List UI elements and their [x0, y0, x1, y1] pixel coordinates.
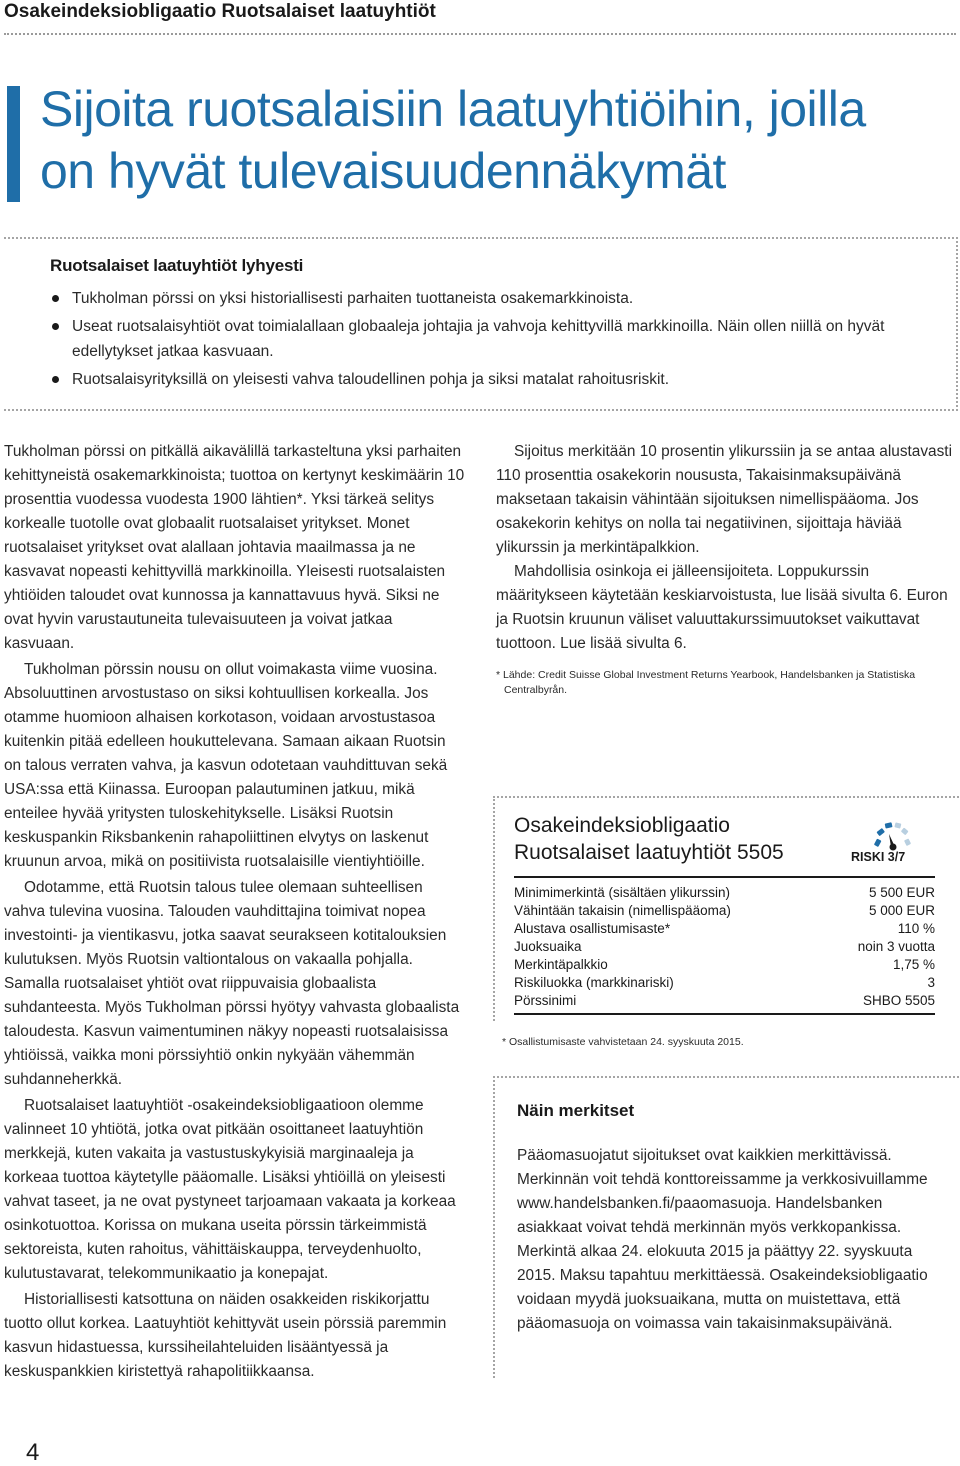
bond-title-line-1: Osakeindeksiobligaatio	[514, 814, 730, 837]
bond-term-row	[514, 992, 935, 1010]
bullet-icon	[52, 376, 59, 383]
term-value: 3	[927, 975, 935, 990]
term-value: 5 500 EUR	[868, 885, 935, 900]
bond-term-row	[514, 920, 935, 938]
bond-term-row	[514, 884, 935, 902]
headline-line-1: Sijoita ruotsalaisiin laatuyhtiöihin, joilla	[40, 81, 866, 137]
term-label: Riskiluokka (markkinariski)	[514, 975, 674, 990]
term-label: Alustava osallistumisaste*	[514, 921, 671, 936]
term-value: SHBO 5505	[862, 993, 935, 1008]
term-label: Vähintään takaisin (nimellispääoma)	[514, 903, 731, 918]
summary-list	[50, 286, 930, 395]
bullet-icon	[52, 295, 59, 302]
summary-item	[50, 367, 930, 392]
bond-term-row	[514, 938, 935, 956]
header-divider	[4, 33, 956, 35]
left-column	[4, 440, 466, 1386]
body-paragraph: Tukholman pörssin nousu on ollut voimakasta viime vuosina. Absoluuttinen arvostustaso on siksi kohtuullisen korkealla. Jos otamme huomioon alhaisen korkotason, voidaan arvostustasoa kuitenkin pitää edelleen houkuttelevana. Samaan aikaan Ruotsin on talous verraten vahva, ja kasvun odotetaan vauhdittuvan sekä USA:ssa että Kiinassa. Euroopan palautuminen jatkuu, mikä enteilee hyvää yritysten tuloskehitykselle. Lisäksi Ruotsin keskuspankin Riksbankenin rahapoliittinen elvytys on laskenut kruunun arvoa, mikä on positiivista ruotsalaisille vientiyhtiöille.	[4, 661, 448, 870]
term-label: Juoksuaika	[514, 939, 582, 954]
bond-top-rule	[514, 876, 935, 878]
body-paragraph: Odotamme, että Ruotsin talous tulee olemaan suhteellisen vahva tulevina vuosina. Talouden vauhdittajina toimivat nopea investointi- ja vientikasvu, jotka saavat seurakseen kotitalouksien kulutuksen. Myös Ruotsin valtiontalous on vakaalla pohjalla. Samalla ruotsalaiset yhtiöt ovat riippuvaisia globaalista suhdanteesta. Myös Tukholman pörssi hyötyy vahvasta globaalista taloudesta. Kasvun vaimentuminen näkyy nopeasti ruotsalaisissa yhtiöissä, vaikka moni pörssiyhtiö onkin nykyään vähemmän suhdanneherkkä.	[4, 879, 460, 1088]
risk-gauge-icon	[871, 816, 915, 854]
term-value: 5 000 EUR	[868, 903, 935, 918]
bond-title-line-2: Ruotsalaiset laatuyhtiöt 5505	[514, 841, 784, 864]
summary-item-text: Tukholman pörssi on yksi historiallisesti parhaiten tuottaneista osakemarkkinoista.	[72, 290, 634, 307]
body-paragraph: Ruotsalaiset laatuyhtiöt -osakeindeksiobligaatioon olemme valinneet 10 yhtiötä, jotka ovat pitkään osoittaneet laatuyhtiön merkkejä, kuten vakaita ja vastustuskykyisiä marginaaleja ja korkeaa tuottoa käytetylle pääomalle. Lisäksi yhtiöillä on yleisesti vahvat taseet, ja ne ovat pystyneet tarjoamaan vakaata ja korkeaa osinkotuottoa. Korissa on mukana useita pörssin tärkeimmistä sektoreista, kuten rahoitus, vähittäiskauppa, terveydenhuolto, kulutustavarat, telekommunikaatio ja konepajat.	[4, 1097, 456, 1282]
body-paragraph: Mahdollisia osinkoja ei jälleensijoiteta. Loppukurssin määritykseen käytetään keskiarvoistusta, lue lisää sivulta 6. Euron ja Ruotsin kruunun väliset valuuttakurssimuutokset vaikuttavat tuottoon. Lue lisää sivulta 6.	[496, 563, 948, 652]
summary-item	[50, 314, 930, 364]
bond-info-box	[493, 796, 959, 1021]
term-value: 110 %	[897, 921, 935, 936]
body-paragraph: Tukholman pörssi on pitkällä aikavälillä tarkasteltuna yksi parhaiten kehittyneistä osakemarkkinoista; tuottoa on kertynyt keskimäärin 10 prosenttia vuodessa vuodesta 1900 lähtien*. Yksi tärkeä selitys korkealle tuotolle ovat globaalit ruotsalaiset yritykset. Monet ruotsalaiset yritykset ovat alallaan johtavia maailmassa ja ne kasvavat nopeasti kehittyvillä markkinoilla. Yleisesti ruotsalaisten yhtiöiden taloudet ovat kunnossa ja kannattavuus hyvä. Siksi ne ovat hyvin varustautuneita tulevaisuuteen ja voivat jatkaa kasvuaan.	[4, 443, 465, 652]
body-paragraph: Sijoitus merkitään 10 prosentin ylikurssiin ja se antaa alustavasti 110 prosenttia osakekorin noususta, Takaisinmaksupäivänä maksetaan takaisin vähintään sijoituksen nimellispääoma. Jos osakekorin kehitys on nolla tai negatiivinen, sijoittaja häviää ylikurssin ja merkintäpalkkion.	[496, 443, 952, 556]
headline-line-2: on hyvät tulevaisuudennäkymät	[40, 143, 726, 199]
term-label: Minimimerkintä (sisältäen ylikurssin)	[514, 885, 731, 900]
bond-terms-table	[514, 884, 935, 1010]
right-column	[496, 440, 952, 698]
summary-item	[50, 286, 930, 311]
summary-box	[4, 237, 958, 411]
risk-label: RISKI 3/7	[851, 850, 906, 864]
bond-term-row	[514, 956, 935, 974]
term-label: Merkintäpalkkio	[514, 957, 608, 972]
bond-title	[514, 812, 784, 866]
bond-term-row	[514, 902, 935, 920]
page-number: 4	[26, 1439, 40, 1466]
subscription-box	[493, 1076, 959, 1378]
bullet-icon	[52, 323, 59, 330]
source-footnote: * Lähde: Credit Suisse Global Investment Returns Yearbook, Handelsbanken ja Statistiska Centralbyrån.	[496, 669, 916, 696]
body-paragraph: Historiallisesti katsottuna on näiden osakkeiden riskikorjattu tuotto ollut korkea. Laatuyhtiöt kehittyvät usein pörssiä paremmin kasvun hidastuessa, kurssiheilahteluiden lisääntyessä ja keskuspankkien kiristettyä rahapolitiikkaansa.	[4, 1291, 447, 1380]
term-value: 1,75 %	[892, 957, 935, 972]
bond-footnote: * Osallistumisaste vahvistetaan 24. syyskuuta 2015.	[502, 1036, 744, 1048]
summary-title: Ruotsalaiset laatuyhtiöt lyhyesti	[50, 256, 304, 275]
bond-bottom-rule	[514, 1013, 935, 1015]
subscription-title: Näin merkitset	[517, 1101, 635, 1120]
summary-item-text: Ruotsalaisyrityksillä on yleisesti vahva taloudellinen pohja ja siksi matalat rahoitusriskit.	[72, 371, 670, 388]
term-label: Pörssinimi	[514, 993, 577, 1008]
headline-accent-bar	[7, 86, 20, 202]
page-headline	[40, 78, 950, 202]
bond-term-row	[514, 974, 935, 992]
summary-item-text: Useat ruotsalaisyhtiöt ovat toimialallaan globaaleja johtajia ja vahvoja kehittyvillä markkinoilla. Näin ollen niillä on hyvät edellytykset jatkaa kasvuaan.	[72, 318, 885, 360]
term-value: noin 3 vuotta	[857, 939, 935, 954]
section-header-title: Osakeindeksiobligaatio Ruotsalaiset laatuyhtiöt	[4, 1, 436, 22]
subscription-body: Pääomasuojatut sijoitukset ovat kaikkien merkittävissä. Merkinnän voit tehdä konttoreissamme ja verkkosivuillamme www.handelsbanken.fi/paaomasuoja. Handelsbanken asiakkaat voivat tehdä merkinnän myös verkkopankissa. Merkintä alkaa 24. elokuuta 2015 ja päättyy 22. syyskuuta 2015. Maksu tapahtuu merkittäessä. Osakeindeksiobligaatio voidaan myydä juoksuaikana, mutta on muistettava, että pääomasuoja on voimassa vain takaisinmaksupäivänä.	[517, 1147, 928, 1332]
